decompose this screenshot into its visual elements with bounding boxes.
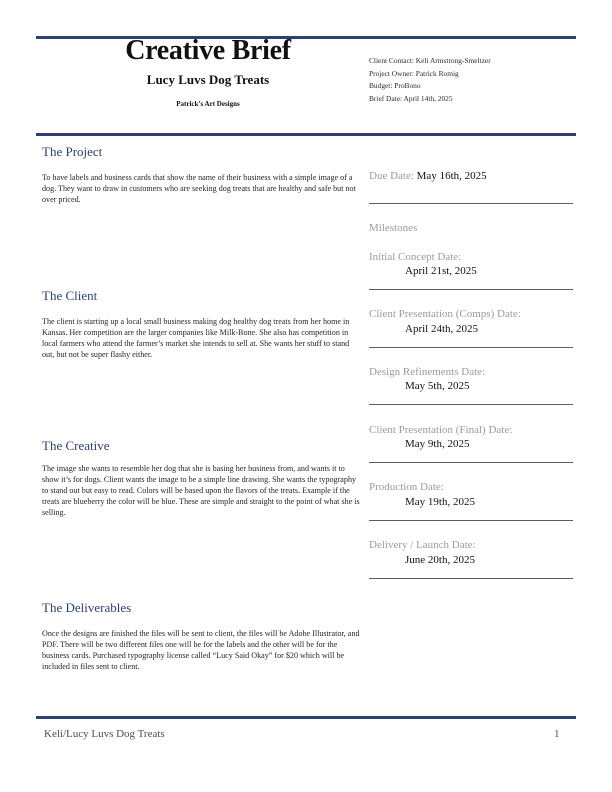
client-body: The client is starting up a local small business making dog healthy dog treats from her home in Kansas. Her competition are the larger companies like Milk-Bone. She also has competition in local farmers who attend the farmer’s market she intends to sell at. She wants her stuff to stand out, but not be super flashy either. (42, 317, 350, 360)
client-contact: Client Contact: Keli Armstrong-Smeltzer (369, 56, 491, 65)
page-number: 1 (554, 728, 560, 740)
milestone-label: Client Presentation (Comps) Date: (369, 308, 521, 320)
client-heading: The Client (42, 288, 98, 303)
milestone-label: Initial Concept Date: (369, 251, 462, 263)
client-name: Lucy Luvs Dog Treats (146, 72, 270, 87)
deliverables-body: Once the designs are finished the files will be sent to client, the files will be Adobe Illustrator, and PDF. There will be two different files one will be for the labels and the other will be for the business cards. Purchased typography license called “Lucy Said Okay” for $20 which will be included in files sent to client. (42, 629, 360, 672)
milestone-value: June 20th, 2025 (405, 554, 475, 566)
creative-body: The image she wants to resemble her dog that she is basing her business from, and wants it to show it’s for dogs. Client wants the image to be a simple line drawing. She wants the typography to stand out but easy to read. Colors will be based upon the flavors of the treats. Example if the treats are blueberry the color will be blue. These are simple and straight to the point of what she is selling. (42, 464, 360, 518)
due-date-divider (369, 203, 573, 204)
milestone-value: April 24th, 2025 (405, 323, 479, 335)
milestone-divider (369, 520, 573, 521)
due-date-value: May 16th, 2025 (416, 170, 487, 182)
deliverables-heading: The Deliverables (42, 600, 132, 615)
due-date (369, 170, 579, 182)
milestone-value: April 21st, 2025 (405, 265, 477, 277)
milestone-divider (369, 578, 573, 579)
footer-title: Keli/Lucy Luvs Dog Treats (44, 728, 165, 740)
milestone-divider (369, 404, 573, 405)
milestone-value: May 5th, 2025 (405, 380, 470, 392)
agency-name: Patrick’s Art Designs (176, 100, 240, 108)
milestone-label: Delivery / Launch Date: (369, 539, 476, 551)
budget: Budget: ProBono (369, 81, 421, 90)
brief-date: Brief Date: April 14th, 2025 (369, 93, 453, 103)
milestone-label: Client Presentation (Final) Date: (369, 424, 513, 436)
project-body: To have labels and business cards that show the name of their business with a simple image of a dog. They want to draw in customers who are seeking dog treats that are healthy and safe but not over priced. (42, 173, 356, 205)
milestone-value: May 19th, 2025 (405, 496, 475, 508)
header-rule (36, 133, 576, 136)
milestone-divider (369, 462, 573, 463)
milestone-label: Production Date: (369, 481, 444, 493)
milestone-value: May 9th, 2025 (405, 438, 470, 450)
creative-heading: The Creative (42, 438, 110, 453)
project-heading: The Project (42, 144, 103, 159)
milestones-heading: Milestones (369, 222, 418, 234)
project-owner: Project Owner: Patrick Romig (369, 68, 459, 78)
milestone-divider (369, 347, 573, 348)
milestone-label: Design Refinements Date: (369, 366, 486, 378)
footer-rule (36, 716, 576, 719)
milestone-divider (369, 289, 573, 290)
document-title: Creative Brief (125, 35, 291, 66)
brief-meta (369, 55, 579, 105)
due-date-label: Due Date: (369, 170, 414, 182)
